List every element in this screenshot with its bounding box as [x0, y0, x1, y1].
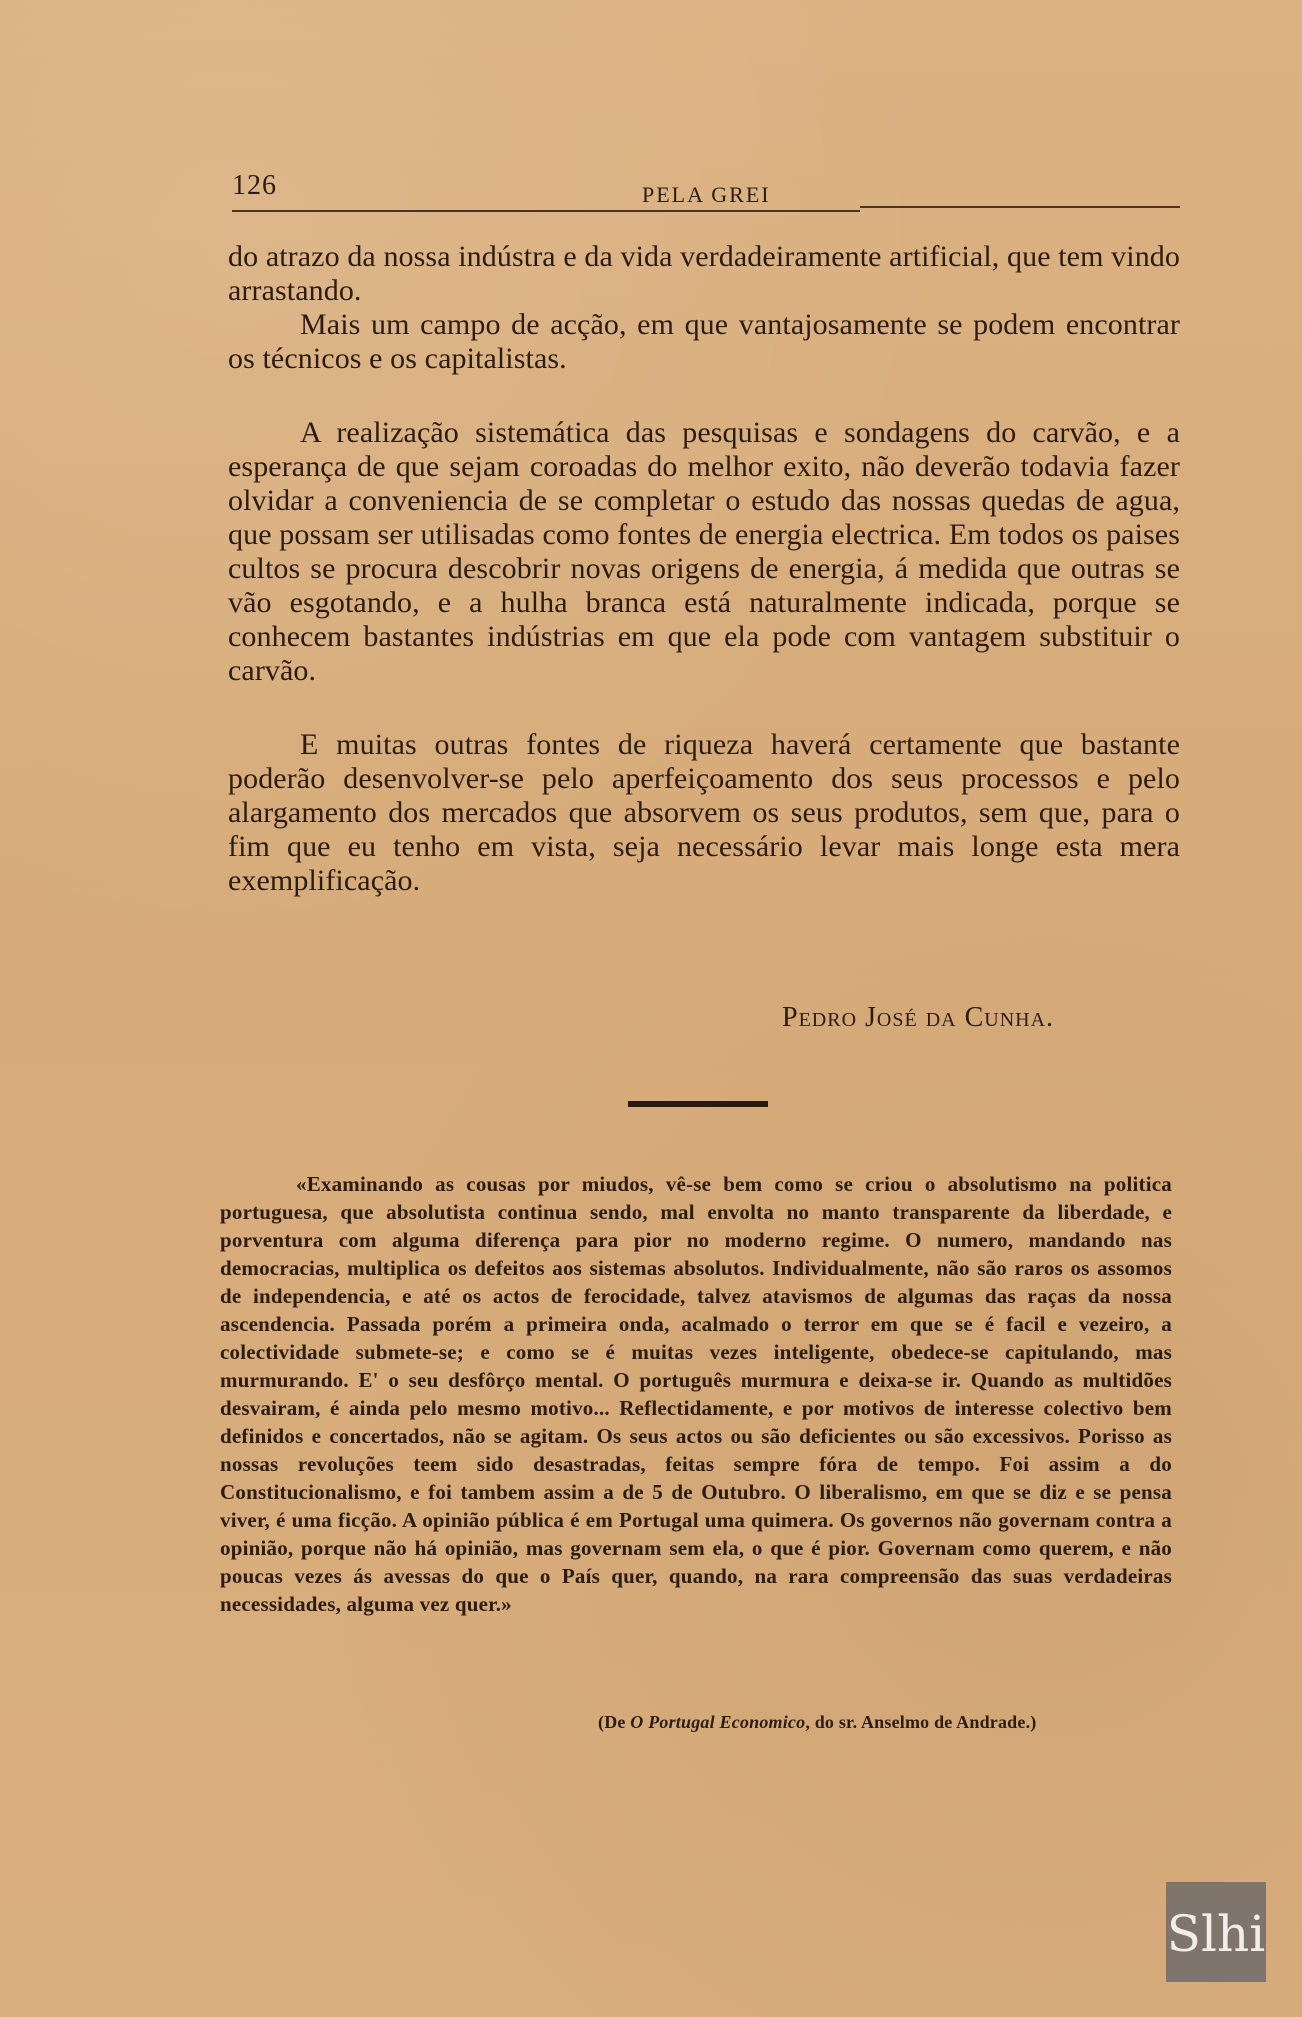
header-rule-left: [232, 210, 860, 212]
section-separator: [628, 1101, 768, 1107]
source-suffix: , do sr. Anselmo de Andrade.): [805, 1712, 1037, 1732]
source-title: O Portugal Economico: [630, 1712, 806, 1732]
quoted-block: [220, 1170, 1172, 1618]
header-rule-right: [860, 206, 1180, 208]
main-text: [228, 240, 1180, 898]
quote-source: [598, 1712, 1036, 1733]
paragraph-2: Mais um campo de acção, em que vantajosamente se podem encontrar os técnicos e os capitalistas.: [228, 308, 1180, 375]
source-prefix: (De: [598, 1712, 631, 1732]
paragraph-1: do atrazo da nossa indústra e da vida verdadeiramente artificial, que tem vindo arrastando.: [228, 240, 1180, 307]
page-header: [232, 170, 1180, 222]
page-number: 126: [232, 170, 277, 201]
running-head: PELA GREI: [642, 182, 771, 207]
logo-text: Slhi: [1166, 1905, 1266, 1963]
paragraph-3: A realização sistemática das pesquisas e sondagens do carvão, e a esperança de que sejam coroadas do melhor exito, não deverão todavia fazer olvidar a conveniencia de se completar o estudo das nossas quedas de agua, que possam ser utilisadas como fontes de energia electrica. Em todos os paises cultos se procura descobrir novas origens de energia, á medida que outras se vão esgotando, e a hulha branca está naturalmente indicada, porque se conhecem bastantes indústrias em que ela pode com vantagem substituir o carvão.: [228, 416, 1180, 687]
quote-text: «Examinando as cousas por miudos, vê-se bem como se criou o absolutismo na politica portuguesa, que absolutista continua sendo, mal envolta no manto transparente da liberdade, e porventura com alguma diferença para pior no moderno regime. O numero, mandando nas democracias, multiplica os defeitos aos sistemas absolutos. Individualmente, não são raros os assomos de independencia, e até os actos de ferocidade, talvez atavismos de algumas das raças da nossa ascendencia. Passada porém a primeira onda, acalmado o terror em que se é facil e vezeiro, a colectividade submete-se; e como se é muitas vezes inteligente, obedece-se capitulando, mas murmurando. E' o seu desfôrço mental. O português murmura e deixa-se ir. Quando as multidões desvairam, é ainda pelo mesmo motivo... Reflectidamente, e por motivos de interesse colectivo bem definidos e concertados, não se agitam. Os seus actos ou são deficientes ou são excessivos. Porisso as nossas revoluções teem sido desastradas, feitas sempre fóra de tempo. Foi assim a do Constitucionalismo, e foi tambem assim a de 5 de Outubro. O liberalismo, em que se diz e se pensa viver, é uma ficção. A opinião pública é em Portugal uma quimera. Os governos não governam contra a opinião, porque não há opinião, mas governam sem ela, o que é pior. Governam como querem, e não poucas vezes ás avessas do que o País quer, quando, na rara compreensão das suas verdadeiras necessidades, alguma vez quer.»: [220, 1172, 1172, 1616]
author-signature: Pedro José da Cunha.: [782, 1002, 1055, 1033]
paragraph-4: E muitas outras fontes de riqueza haverá certamente que bastante poderão desenvolver-se pelo aperfeiçoamento dos seus processos e pelo alargamento dos mercados que absorvem os seus produtos, sem que, para o fim que eu tenho em vista, seja necessário levar mais longe esta mera exemplificação.: [228, 728, 1180, 897]
library-logo: [1166, 1882, 1266, 1982]
